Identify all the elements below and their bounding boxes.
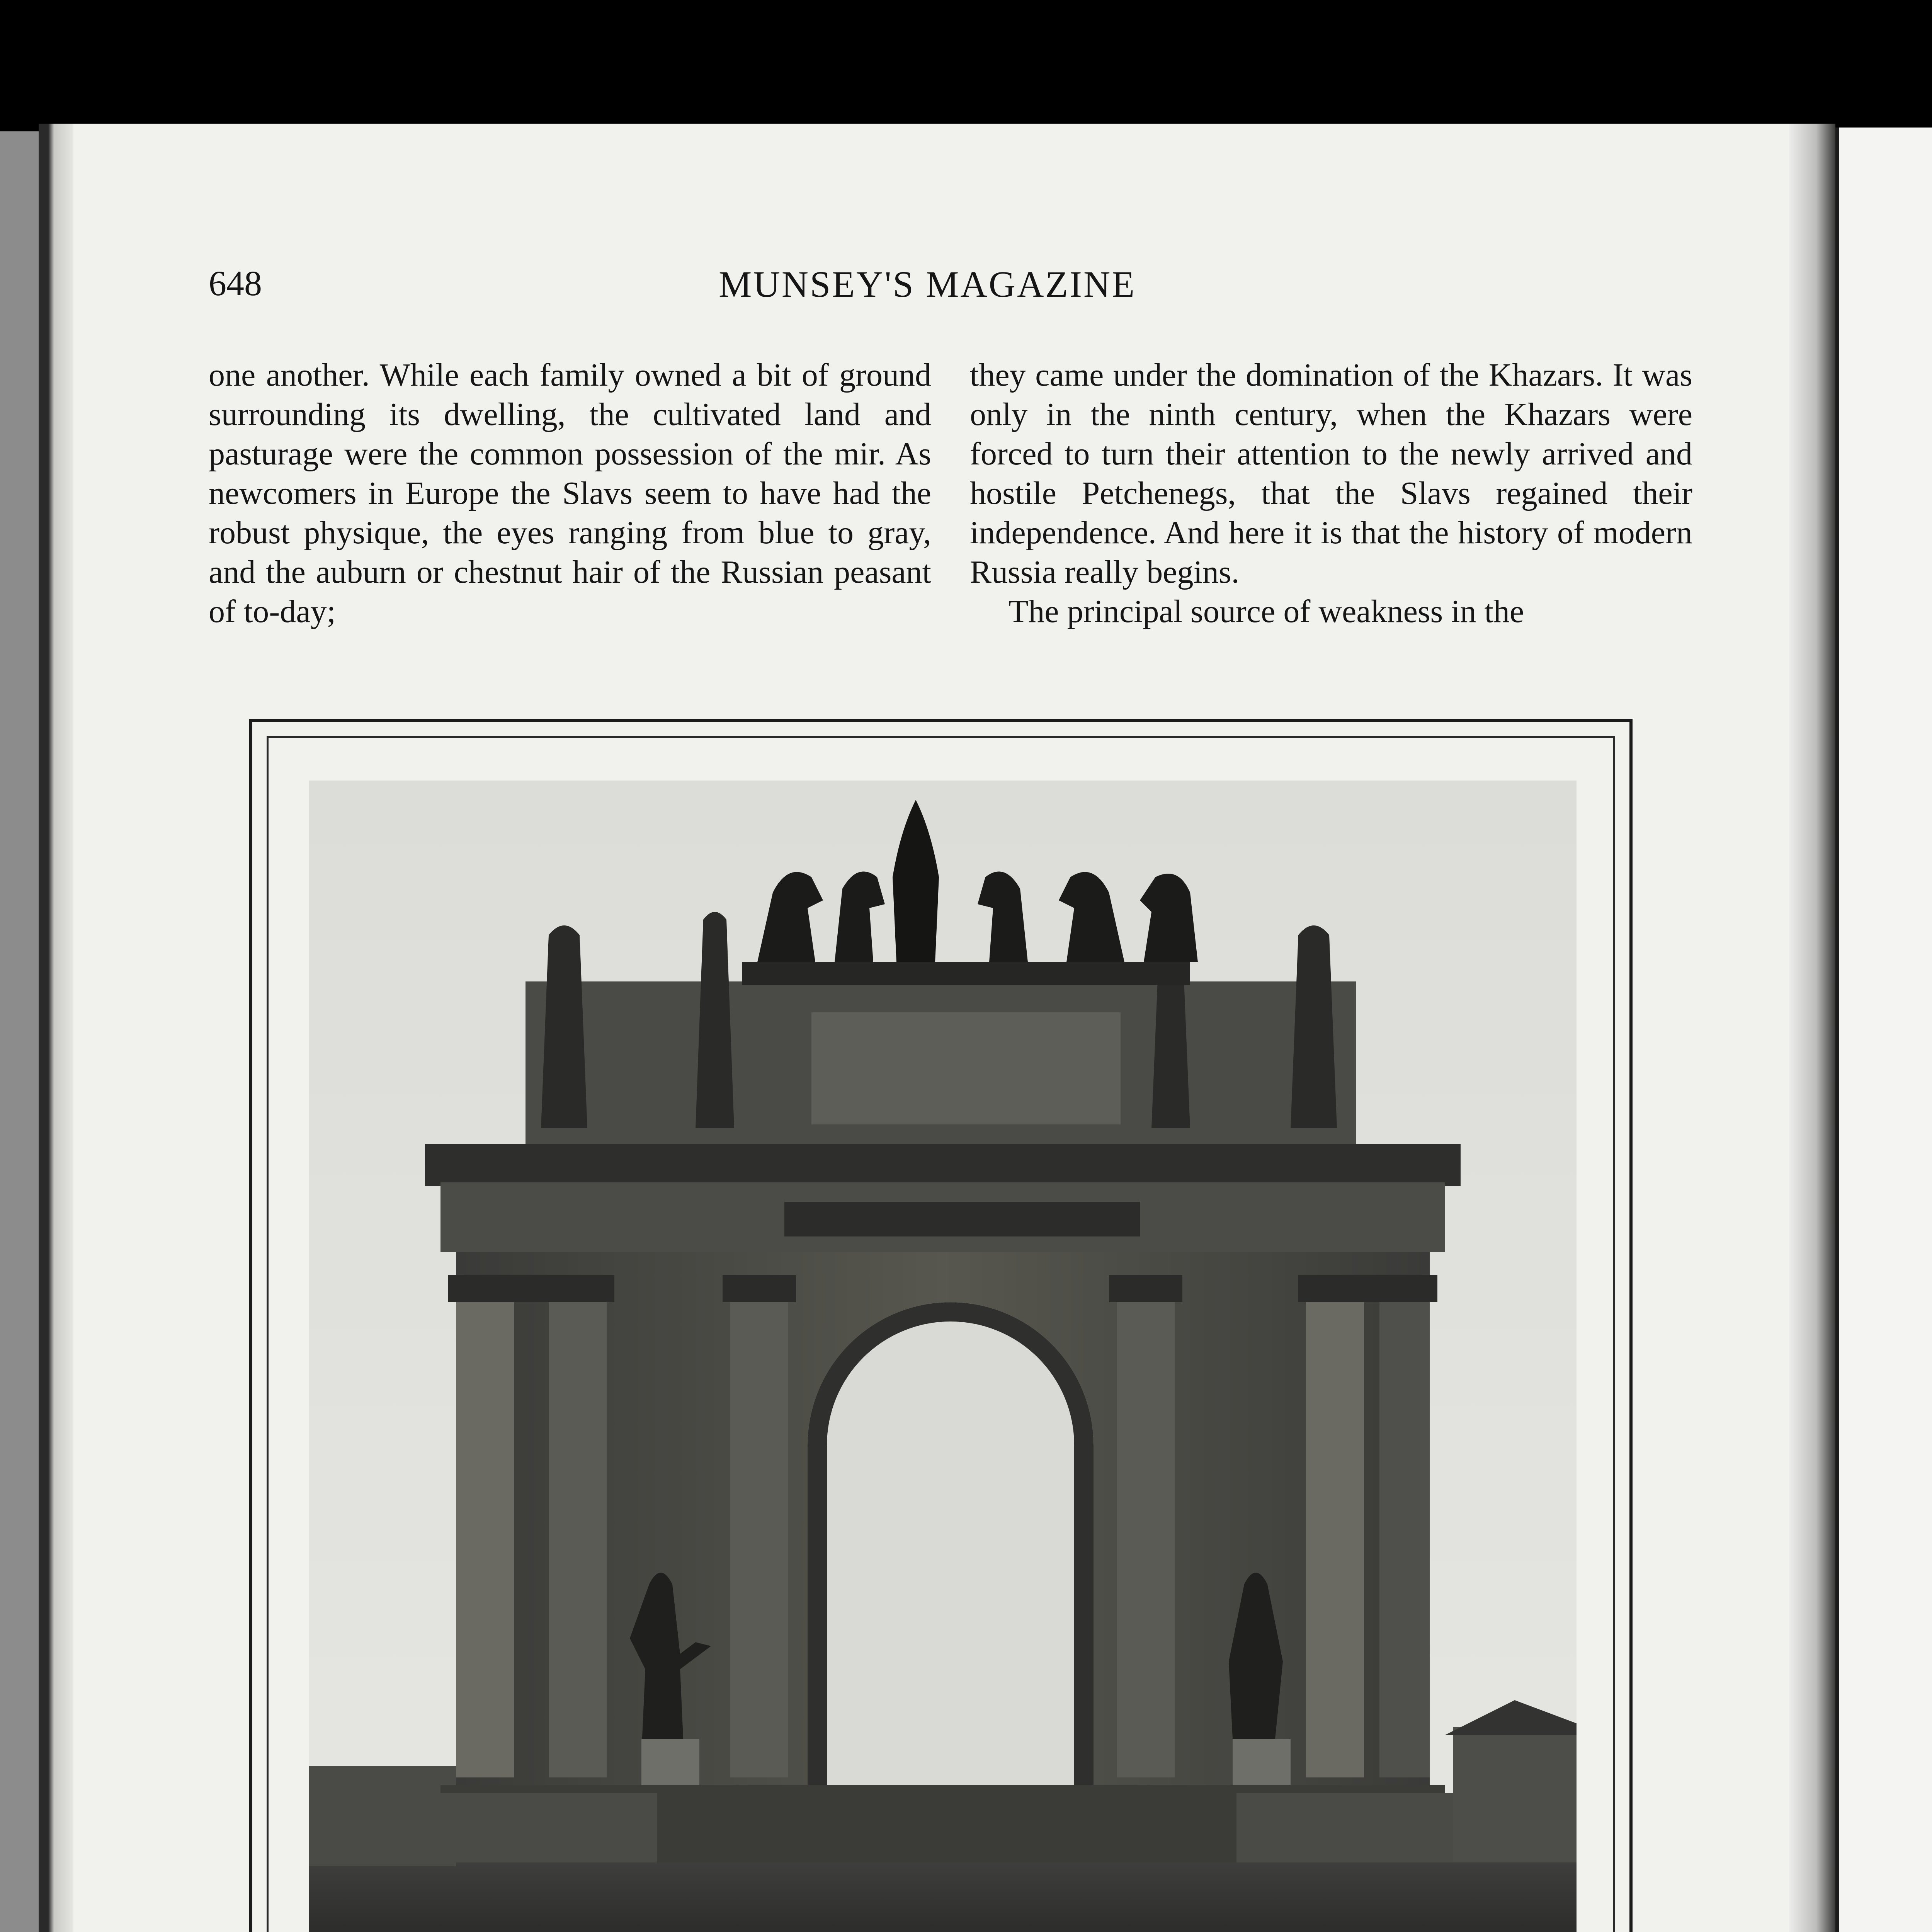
magazine-title: MUNSEY'S MAGAZINE [719, 264, 1136, 305]
running-head [209, 263, 1692, 309]
column-top-right [970, 355, 1692, 631]
facing-page [1839, 128, 1932, 1932]
paragraph: one another. While each family owned a bit of ground surrounding its dwelling, the cultivated land and pasturage were the common possession of the mir. As newcomers in Europe the Slavs seem to have had the robust physique, the eyes ranging from blue to gray, and the auburn or chestnut hair of the Russian peasant of to-day; [209, 357, 931, 629]
paragraph: they came under the domination of the Khazars. It was only in the ninth century, when the Khazars were forced to turn their attention to the newly arrived and hostile Petchenegs, that the Slavs regained their independence. And here it is that the history of modern Russia really begins. [970, 357, 1692, 590]
page-left-edge [39, 124, 73, 1932]
paragraph: The principal source of weakness in the [1009, 594, 1524, 629]
arch-photograph [309, 781, 1577, 1932]
page-number: 648 [209, 264, 262, 303]
page-right-edge [1789, 124, 1835, 1932]
column-top-left [209, 355, 931, 631]
